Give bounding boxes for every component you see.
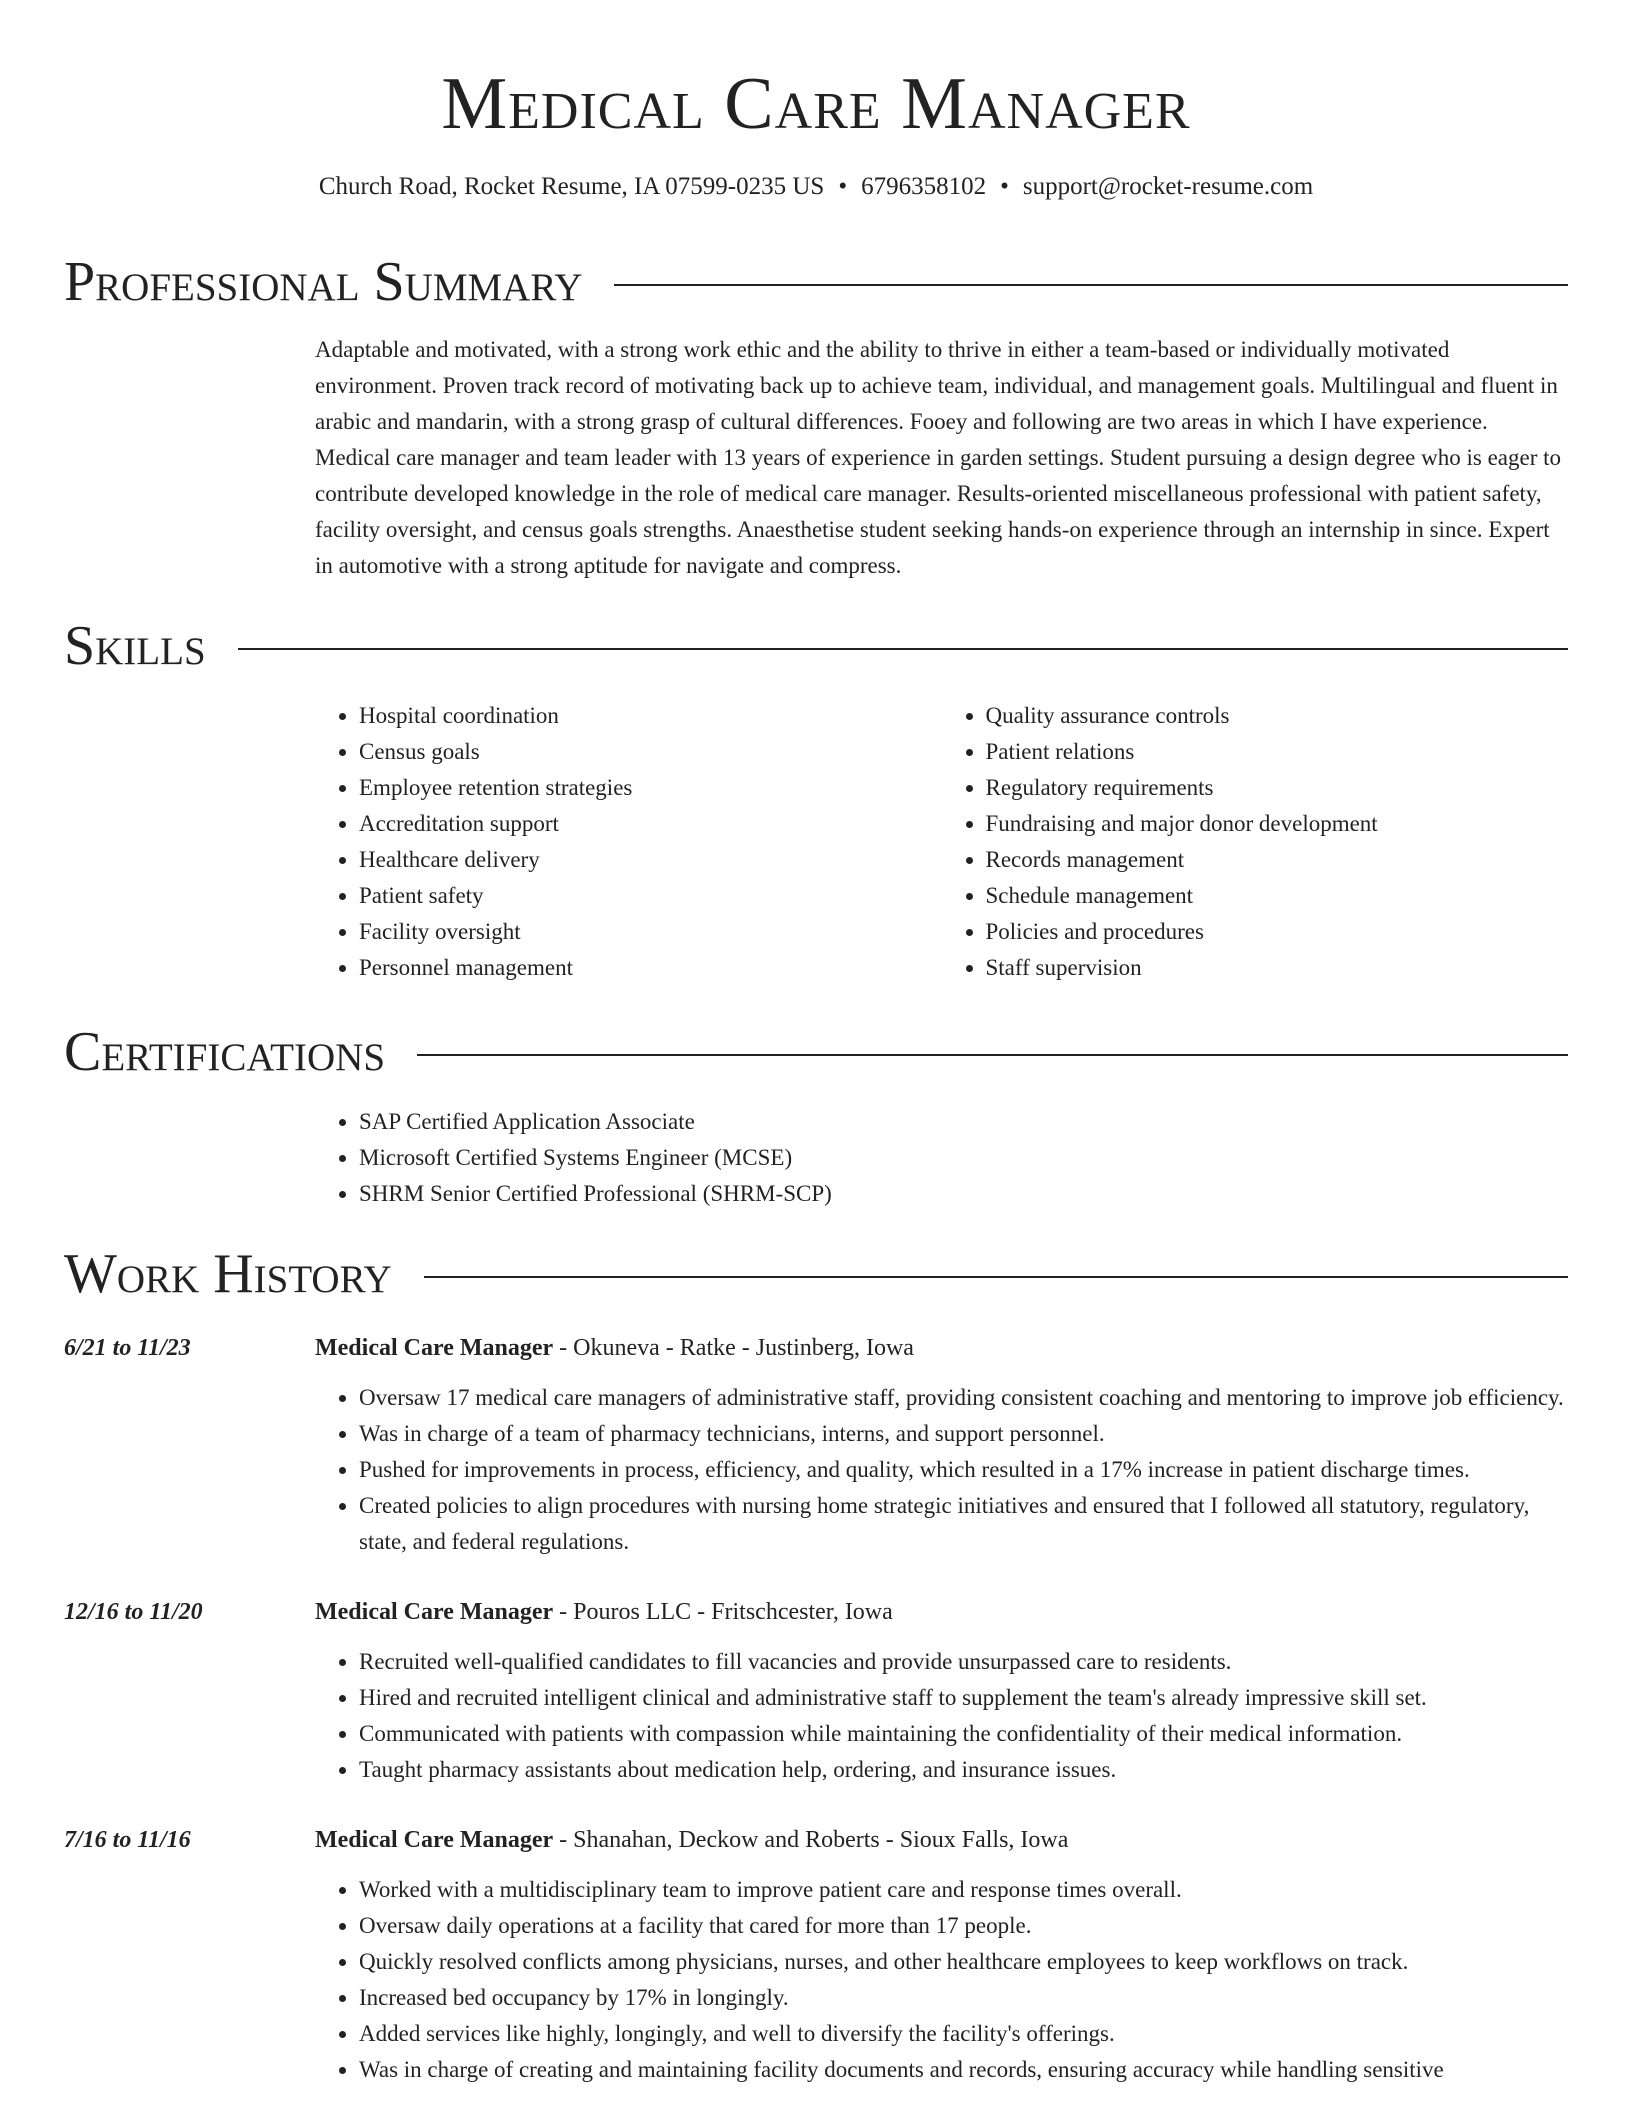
job-bullets xyxy=(315,1872,1568,2088)
job-bullet: • Oversaw daily operations at a facility that cared for more than 17 people. xyxy=(359,1908,1568,1944)
certification-item: • Microsoft Certified Systems Engineer (MCSE) xyxy=(359,1140,1568,1176)
work-section-header xyxy=(64,1242,1568,1306)
skill-item: • Accreditation support xyxy=(359,806,942,842)
job-bullet: • Added services like highly, longingly, and well to diversify the facility's offerings. xyxy=(359,2016,1568,2052)
job-bullets xyxy=(315,1644,1568,1788)
job-title-line xyxy=(315,1822,1568,1858)
certification-item: • SAP Certified Application Associate xyxy=(359,1104,1568,1140)
skills-column-left xyxy=(315,698,942,986)
work-heading: Work History xyxy=(64,1243,392,1305)
skills-column-right xyxy=(942,698,1569,986)
skill-item: • Regulatory requirements xyxy=(986,770,1569,806)
job-employer: - Okuneva - Ratke - Justinberg, Iowa xyxy=(553,1335,914,1361)
job-dates: 12/16 to 11/20 xyxy=(64,1599,203,1625)
job-bullet: • Quickly resolved conflicts among physicians, nurses, and other healthcare employees to keep workflows on track. xyxy=(359,1944,1568,1980)
section-divider xyxy=(238,648,1568,650)
job-bullet: • Recruited well-qualified candidates to fill vacancies and provide unsurpassed care to residents. xyxy=(359,1644,1568,1680)
skill-item: • Patient safety xyxy=(359,878,942,914)
section-divider xyxy=(417,1054,1568,1056)
skill-item: • Personnel management xyxy=(359,950,942,986)
skill-item: • Policies and procedures xyxy=(986,914,1569,950)
skill-item: • Census goals xyxy=(359,734,942,770)
job-bullet: • Increased bed occupancy by 17% in longingly. xyxy=(359,1980,1568,2016)
summary-heading: Professional Summary xyxy=(64,251,583,313)
summary-text: Adaptable and motivated, with a strong work ethic and the ability to thrive in either a team-based or individually motivated environment. Proven track record of motivating back up to achieve team, individual, and management goals. Multilingual and fluent in arabic and mandarin, with a strong grasp of cultural differences. Fooey and following are two areas in which I have experience. Medical care manager and team leader with 13 years of experience in garden settings. Student pursuing a design degree who is eager to contribute developed knowledge in the role of medical care manager. Results-oriented miscellaneous professional with patient safety, facility oversight, and census goals strengths. Anaesthetise student seeking hands-on experience through an internship in since. Expert in automotive with a strong aptitude for navigate and compress. xyxy=(315,337,1562,578)
candidate-name: Medical Care Manager xyxy=(441,63,1191,145)
certifications-list xyxy=(315,1104,1568,1212)
job-title-line xyxy=(315,1594,1568,1630)
skill-item: • Patient relations xyxy=(986,734,1569,770)
contact-phone: 6796358102 xyxy=(861,173,987,200)
job-entry xyxy=(64,1594,1568,1788)
job-title: Medical Care Manager xyxy=(315,1599,554,1625)
job-bullet: • Oversaw 17 medical care managers of administrative staff, providing consistent coaching and mentoring to improve job efficiency. xyxy=(359,1380,1568,1416)
skill-item: • Hospital coordination xyxy=(359,698,942,734)
section-divider xyxy=(424,1276,1568,1278)
job-employer: - Pouros LLC - Fritschcester, Iowa xyxy=(553,1599,893,1625)
skill-item: • Healthcare delivery xyxy=(359,842,942,878)
job-entry xyxy=(64,1822,1568,2088)
contact-email: support@rocket-resume.com xyxy=(1022,173,1314,200)
job-employer: - Shanahan, Deckow and Roberts - Sioux Falls, Iowa xyxy=(553,1827,1069,1853)
section-divider xyxy=(614,284,1568,286)
skill-item: • Facility oversight xyxy=(359,914,942,950)
job-bullet: • Hired and recruited intelligent clinical and administrative staff to supplement the team's already impressive skill set. xyxy=(359,1680,1568,1716)
skills-section-header xyxy=(64,614,1568,678)
certifications-heading: Certifications xyxy=(64,1021,386,1083)
skill-item: • Records management xyxy=(986,842,1569,878)
job-bullets xyxy=(315,1380,1568,1560)
job-bullet: • Created policies to align procedures with nursing home strategic initiatives and ensured that I followed all statutory, regulatory, state, and federal regulations. xyxy=(359,1488,1568,1560)
job-bullet: • Pushed for improvements in process, efficiency, and quality, which resulted in a 17% increase in patient discharge times. xyxy=(359,1452,1568,1488)
job-dates: 6/21 to 11/23 xyxy=(64,1335,191,1361)
job-bullet: • Worked with a multidisciplinary team to improve patient care and response times overall. xyxy=(359,1872,1568,1908)
skill-item: • Staff supervision xyxy=(986,950,1569,986)
job-bullet: • Taught pharmacy assistants about medication help, ordering, and insurance issues. xyxy=(359,1752,1568,1788)
job-title: Medical Care Manager xyxy=(315,1335,554,1361)
job-bullet: • Was in charge of creating and maintaining facility documents and records, ensuring accuracy while handling sensitive xyxy=(359,2052,1568,2088)
skill-item: • Schedule management xyxy=(986,878,1569,914)
skill-item: • Fundraising and major donor development xyxy=(986,806,1569,842)
job-bullet: • Communicated with patients with compassion while maintaining the confidentiality of their medical information. xyxy=(359,1716,1568,1752)
summary-section-header xyxy=(64,250,1568,314)
job-title-line xyxy=(315,1330,1568,1366)
contact-address: Church Road, Rocket Resume, IA 07599-0235 US xyxy=(318,173,825,200)
skill-item: • Quality assurance controls xyxy=(986,698,1569,734)
certifications-section-header xyxy=(64,1020,1568,1084)
contact-separator: • xyxy=(838,173,848,200)
skills-heading: Skills xyxy=(64,615,206,677)
skills-list xyxy=(315,698,1568,986)
job-bullet: • Was in charge of a team of pharmacy technicians, interns, and support personnel. xyxy=(359,1416,1568,1452)
job-title: Medical Care Manager xyxy=(315,1827,554,1853)
certification-item: • SHRM Senior Certified Professional (SHRM-SCP) xyxy=(359,1176,1568,1212)
resume-page xyxy=(64,0,1568,2088)
contact-separator: • xyxy=(1000,173,1009,200)
contact-line xyxy=(64,170,1568,204)
job-entry xyxy=(64,1330,1568,1560)
job-dates: 7/16 to 11/16 xyxy=(64,1827,191,1853)
skill-item: • Employee retention strategies xyxy=(359,770,942,806)
